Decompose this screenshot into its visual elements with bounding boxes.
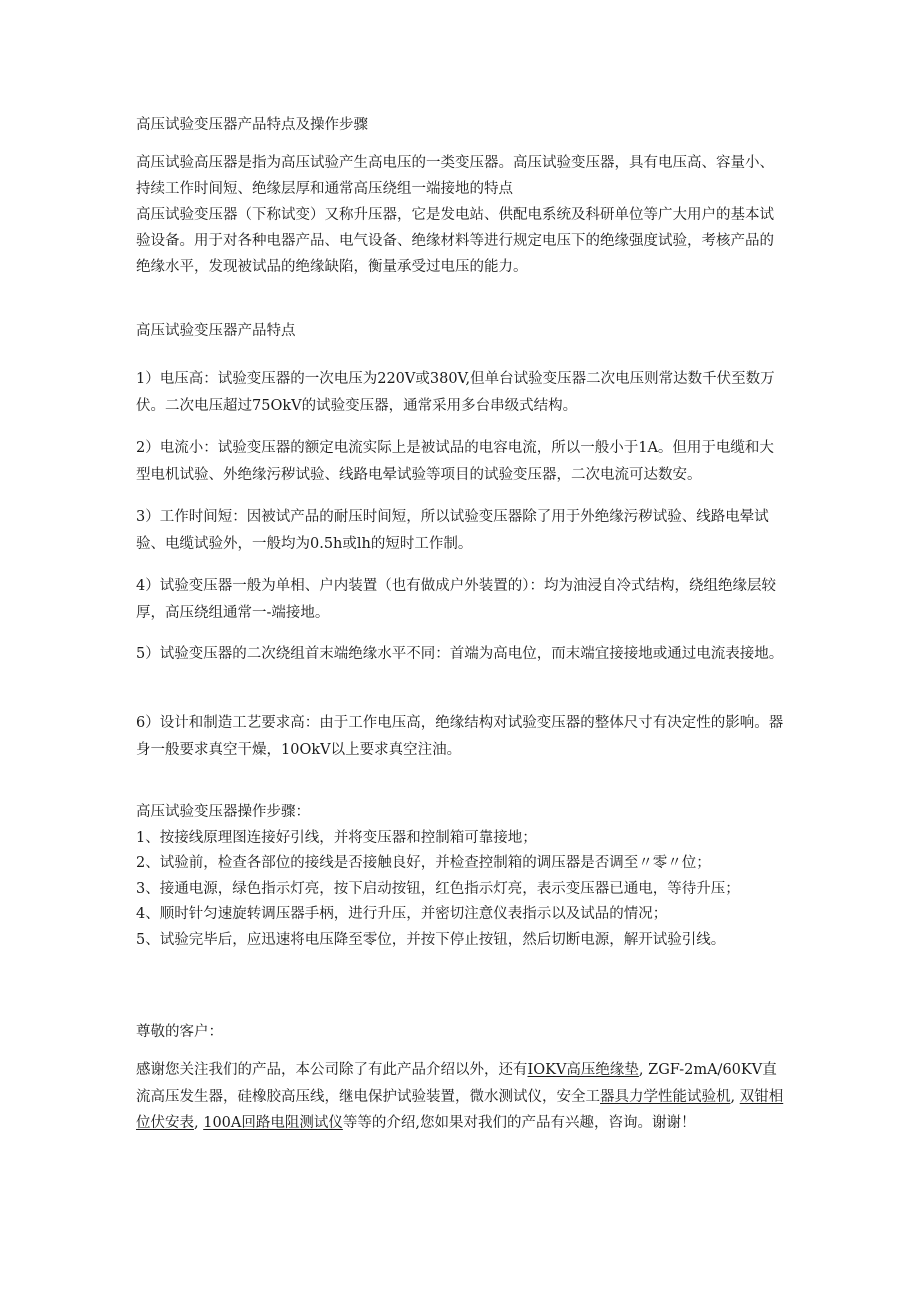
product-link-loop-resistance-tester[interactable]: 100A回路电阻测试仪	[203, 1115, 343, 1131]
product-link-insulation-mat[interactable]: IOKV高压绝缘垫	[527, 1062, 639, 1078]
intro-paragraph: 高压试验变压器（下称试变）又称升压器，它是发电站、供配电系统及科研单位等广大用户的基本试验设备。用于对各种电器产品、电气设备、绝缘材料等进行规定电压下的绝缘强度试验，考核产品的绝缘水平，发现被试品的绝缘缺陷，衡量承受过电压的能力。	[136, 207, 774, 275]
step-item: 4、顺时针匀速旋转调压器手柄，进行升压，并密切注意仪表指示以及试品的情况；	[136, 906, 668, 922]
features-heading: 高压试验变压器产品特点	[136, 323, 296, 339]
thanks-lead: 感谢您关注我们的产品，本公司除了有此产品介绍以外，还有	[136, 1062, 528, 1078]
document-title: 高压试验变压器产品特点及操作步骤	[136, 117, 368, 133]
intro-section	[136, 150, 786, 280]
step-item: 5、试验完毕后，应迅速将电压降至零位，并按下停止按钮，然后切断电源，解开试验引线。	[136, 931, 726, 948]
steps-heading: 高压试验变压器操作步骤：	[136, 804, 310, 820]
step-item: 3、接通电源，绿色指示灯亮，按下启动按钮，红色指示灯亮，表示变压器已通电，等待升压；	[136, 880, 740, 897]
intro-paragraph: 高压试验高压器是指为高压试验产生高电压的一类变压器。高压试验变压器，具有电压高、容量小、持续工作时间短、绝缘层厚和通常高压绕组一端接地的特点	[136, 155, 774, 197]
steps-section	[136, 800, 786, 953]
product-link-phase-voltammeter[interactable]: 双钳相位伏安表	[136, 1088, 784, 1131]
feature-item: 4）试验变压器一般为单相、户内装置（也有做成户外装置的）：均为油浸自冷式结构，绕组绝缘层较厚，高压绕组通常一-端接地。	[136, 578, 776, 621]
greeting: 尊敬的客户：	[136, 1024, 223, 1040]
step-item: 2、试验前，检查各部位的接线是否接触良好，并检查控制箱的调压器是否调至〃零〃位；	[136, 855, 711, 871]
feature-item: 5）试验变压器的二次绕组首末端绝缘水平不同：首端为高电位，而末端宜接接地或通过电流表接地。	[136, 646, 784, 662]
feature-item: 1）电压高：试验变压器的一次电压为220V或380V,但单台试验变压器二次电压则常达数千伏至数万伏。二次电压超过75OkV的试验变压器，通常采用多台串级式结构。	[136, 371, 775, 414]
product-link-mechanics-tester[interactable]: 器具力学性能试验机	[600, 1088, 731, 1105]
feature-item: 2）电流小：试验变压器的额定电流实际上是被试品的电容电流，所以一般小于1A。但用于电缆和大型电机试验、外绝缘污秽试验、线路电晕试验等项目的试验变压器，二次电流可达数安。	[136, 440, 774, 483]
thanks-mid: , ZGF-2mA∕60KV直流高压发生器，硅橡胶高压线，继电保护试验装置，微水测试仪，安全工	[136, 1062, 777, 1105]
feature-item: 6）设计和制造工艺要求高：由于工作电压高，绝缘结构对试验变压器的整体尺寸有决定性的影响。器身一般要求真空干燥，10OkV以上要求真空注油。	[136, 715, 784, 758]
thanks-sep: ,	[194, 1115, 204, 1131]
feature-item: 3）工作时间短：因被试产品的耐压时间短，所以试验变压器除了用于外绝缘污秽试验、线路电晕试验、电缆试验外，一般均为0.5h或lh的短时工作制。	[136, 509, 769, 552]
step-item: 1、按接线原理图连接好引线，并将变压器和控制箱可靠接地；	[136, 829, 537, 846]
thanks-sep: ,	[730, 1088, 740, 1105]
thanks-paragraph	[136, 1057, 786, 1137]
thanks-tail: 等等的介绍,您如果对我们的产品有兴趣，咨询。谢谢！	[342, 1115, 696, 1131]
